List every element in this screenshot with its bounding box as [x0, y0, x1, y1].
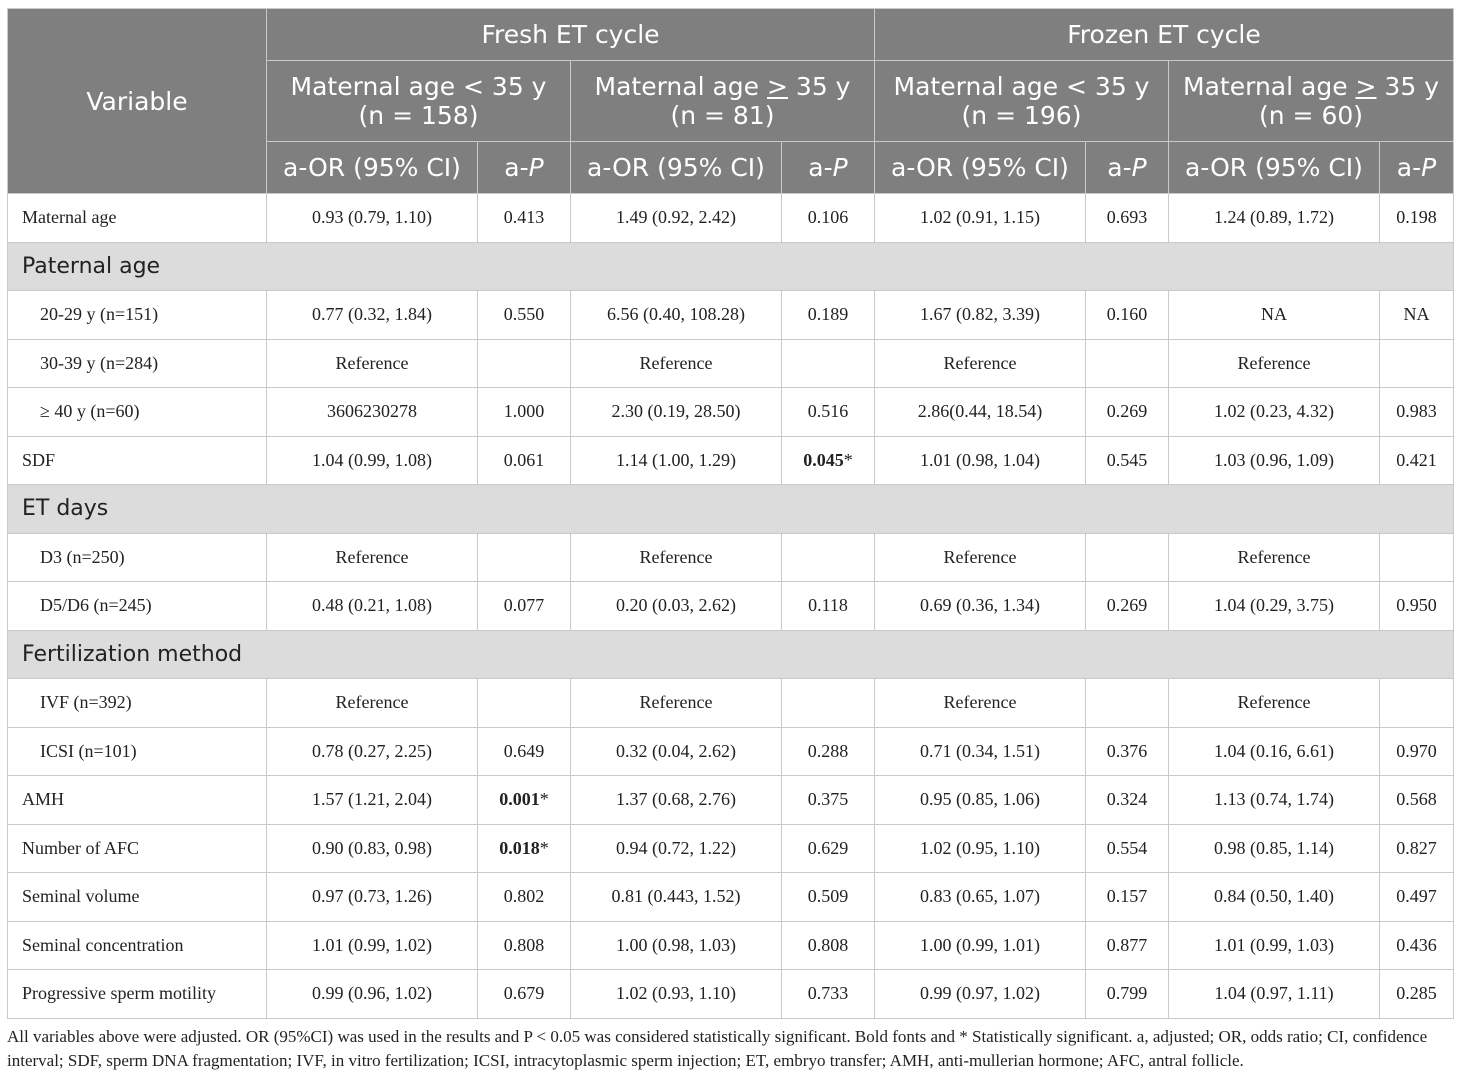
row-label: Seminal concentration — [8, 921, 267, 970]
cell: 0.497 — [1380, 873, 1454, 922]
cell: 0.436 — [1380, 921, 1454, 970]
cell: 1.57 (1.21, 2.04) — [267, 776, 478, 825]
cell: 0.827 — [1380, 824, 1454, 873]
cell: 0.970 — [1380, 727, 1454, 776]
cell: 1.02 (0.91, 1.15) — [875, 194, 1086, 243]
cell: 0.550 — [478, 291, 571, 340]
section-label: ET days — [8, 485, 1454, 534]
cell: 0.877 — [1086, 921, 1169, 970]
row-label: AMH — [8, 776, 267, 825]
cell: Reference — [571, 533, 782, 582]
header-group-frozen-35-plus: Maternal age > 35 y (n = 60) — [1169, 61, 1454, 142]
header-fresh-et-cycle: Fresh ET cycle — [267, 9, 875, 61]
cell: 0.77 (0.32, 1.84) — [267, 291, 478, 340]
cell: 0.516 — [782, 388, 875, 437]
table-row — [8, 582, 1454, 631]
cell: 1.04 (0.99, 1.08) — [267, 436, 478, 485]
cell: Reference — [875, 679, 1086, 728]
table-row — [8, 388, 1454, 437]
cell: 0.693 — [1086, 194, 1169, 243]
cell: 0.81 (0.443, 1.52) — [571, 873, 782, 922]
cell: 0.98 (0.85, 1.14) — [1169, 824, 1380, 873]
cell — [1086, 679, 1169, 728]
cell: Reference — [267, 533, 478, 582]
header-ap: a-P — [1086, 142, 1169, 194]
table-row — [8, 291, 1454, 340]
table-row — [8, 436, 1454, 485]
cell — [1380, 339, 1454, 388]
cell: 1.02 (0.95, 1.10) — [875, 824, 1086, 873]
cell: 0.71 (0.34, 1.51) — [875, 727, 1086, 776]
cell: 0.269 — [1086, 388, 1169, 437]
cell: 0.421 — [1380, 436, 1454, 485]
cell: 1.49 (0.92, 2.42) — [571, 194, 782, 243]
cell — [1086, 533, 1169, 582]
row-label: Progressive sperm motility — [8, 970, 267, 1019]
cell: Reference — [1169, 339, 1380, 388]
cell — [1380, 533, 1454, 582]
cell: 0.157 — [1086, 873, 1169, 922]
cell: 0.84 (0.50, 1.40) — [1169, 873, 1380, 922]
cell — [478, 679, 571, 728]
cell: 0.118 — [782, 582, 875, 631]
cell: 0.94 (0.72, 1.22) — [571, 824, 782, 873]
cell: 0.90 (0.83, 0.98) — [267, 824, 478, 873]
row-label: D5/D6 (n=245) — [8, 582, 267, 631]
header-variable: Variable — [8, 9, 267, 194]
table-row — [8, 339, 1454, 388]
cell: 0.376 — [1086, 727, 1169, 776]
cell — [1086, 339, 1169, 388]
table-row — [8, 776, 1454, 825]
header-group-fresh-35-plus: Maternal age > 35 y (n = 81) — [571, 61, 875, 142]
section-label: Fertilization method — [8, 630, 1454, 679]
header-frozen-et-cycle: Frozen ET cycle — [875, 9, 1454, 61]
cell — [1380, 679, 1454, 728]
row-label: IVF (n=392) — [8, 679, 267, 728]
header-ap: a-P — [1380, 142, 1454, 194]
cell: 0.802 — [478, 873, 571, 922]
cell: 0.649 — [478, 727, 571, 776]
table-row — [8, 727, 1454, 776]
table-row — [8, 824, 1454, 873]
cell: Reference — [571, 339, 782, 388]
row-label: Number of AFC — [8, 824, 267, 873]
cell — [782, 339, 875, 388]
cell: Reference — [1169, 679, 1380, 728]
header-ap: a-P — [478, 142, 571, 194]
cell: 1.00 (0.99, 1.01) — [875, 921, 1086, 970]
cell: 1.37 (0.68, 2.76) — [571, 776, 782, 825]
section-label: Paternal age — [8, 242, 1454, 291]
cell: 1.01 (0.99, 1.02) — [267, 921, 478, 970]
cell: 0.077 — [478, 582, 571, 631]
header-group-frozen-under-35: Maternal age < 35 y (n = 196) — [875, 61, 1169, 142]
cell: Reference — [875, 339, 1086, 388]
cell: 6.56 (0.40, 108.28) — [571, 291, 782, 340]
cell: 0.69 (0.36, 1.34) — [875, 582, 1086, 631]
cell: Reference — [571, 679, 782, 728]
cell: 0.554 — [1086, 824, 1169, 873]
cell: 0.808 — [478, 921, 571, 970]
cell: 0.48 (0.21, 1.08) — [267, 582, 478, 631]
cell: Reference — [1169, 533, 1380, 582]
cell: 1.01 (0.99, 1.03) — [1169, 921, 1380, 970]
cell: 0.983 — [1380, 388, 1454, 437]
section-row — [8, 485, 1454, 534]
cell: 0.950 — [1380, 582, 1454, 631]
cell: 3606230278 — [267, 388, 478, 437]
cell: NA — [1169, 291, 1380, 340]
cell: Reference — [875, 533, 1086, 582]
section-row — [8, 242, 1454, 291]
row-label: Maternal age — [8, 194, 267, 243]
cell: 1.04 (0.29, 3.75) — [1169, 582, 1380, 631]
table-row — [8, 679, 1454, 728]
cell — [478, 339, 571, 388]
cell: 0.324 — [1086, 776, 1169, 825]
cell-significant: 0.001* — [478, 776, 571, 825]
header-aor: a-OR (95% CI) — [267, 142, 478, 194]
cell: 1.14 (1.00, 1.29) — [571, 436, 782, 485]
cell: 1.04 (0.16, 6.61) — [1169, 727, 1380, 776]
cell: 1.02 (0.93, 1.10) — [571, 970, 782, 1019]
cell: 0.061 — [478, 436, 571, 485]
cell: 0.20 (0.03, 2.62) — [571, 582, 782, 631]
cell: 0.545 — [1086, 436, 1169, 485]
cell: 1.01 (0.98, 1.04) — [875, 436, 1086, 485]
cell — [782, 533, 875, 582]
cell-significant: 0.045* — [782, 436, 875, 485]
cell — [478, 533, 571, 582]
cell: 1.67 (0.82, 3.39) — [875, 291, 1086, 340]
cell-significant: 0.018* — [478, 824, 571, 873]
section-row — [8, 630, 1454, 679]
cell: 1.03 (0.96, 1.09) — [1169, 436, 1380, 485]
cell: 0.288 — [782, 727, 875, 776]
table-row — [8, 533, 1454, 582]
row-label: 20-29 y (n=151) — [8, 291, 267, 340]
header-aor: a-OR (95% CI) — [571, 142, 782, 194]
cell: 0.32 (0.04, 2.62) — [571, 727, 782, 776]
cell: 0.269 — [1086, 582, 1169, 631]
table-row — [8, 970, 1454, 1019]
results-table-container — [7, 8, 1453, 1019]
cell: 2.86(0.44, 18.54) — [875, 388, 1086, 437]
cell: 0.106 — [782, 194, 875, 243]
cell: 0.198 — [1380, 194, 1454, 243]
cell: 0.285 — [1380, 970, 1454, 1019]
cell: 0.99 (0.97, 1.02) — [875, 970, 1086, 1019]
table-row — [8, 921, 1454, 970]
cell: 0.799 — [1086, 970, 1169, 1019]
cell: 1.04 (0.97, 1.11) — [1169, 970, 1380, 1019]
row-label: ≥ 40 y (n=60) — [8, 388, 267, 437]
cell: 0.568 — [1380, 776, 1454, 825]
cell: 2.30 (0.19, 28.50) — [571, 388, 782, 437]
cell: 0.679 — [478, 970, 571, 1019]
table-row — [8, 873, 1454, 922]
cell — [782, 679, 875, 728]
header-aor: a-OR (95% CI) — [875, 142, 1086, 194]
cell: 0.413 — [478, 194, 571, 243]
cell: 0.160 — [1086, 291, 1169, 340]
cell: NA — [1380, 291, 1454, 340]
header-ap: a-P — [782, 142, 875, 194]
header-aor: a-OR (95% CI) — [1169, 142, 1380, 194]
cell: 1.02 (0.23, 4.32) — [1169, 388, 1380, 437]
cell: 1.24 (0.89, 1.72) — [1169, 194, 1380, 243]
cell: 0.93 (0.79, 1.10) — [267, 194, 478, 243]
cell: 1.13 (0.74, 1.74) — [1169, 776, 1380, 825]
table-footnote: All variables above were adjusted. OR (95%CI) was used in the results and P < 0.05 was considered statistically significant. Bold fonts and * Statistically significant. a, adjusted; OR, odds ratio; CI, confidence interval; SDF, sperm DNA fragmentation; IVF, in vitro fertilization; ICSI, intracytoplasmic sperm injection; ET, embryo transfer; AMH, anti-mullerian hormone; AFC, antral follicle. — [7, 1027, 1428, 1070]
cell: 1.00 (0.98, 1.03) — [571, 921, 782, 970]
cell: 0.95 (0.85, 1.06) — [875, 776, 1086, 825]
cell: 0.97 (0.73, 1.26) — [267, 873, 478, 922]
header-group-fresh-under-35: Maternal age < 35 y (n = 158) — [267, 61, 571, 142]
cell: 0.83 (0.65, 1.07) — [875, 873, 1086, 922]
results-table — [7, 8, 1454, 1019]
row-label: ICSI (n=101) — [8, 727, 267, 776]
cell: 1.000 — [478, 388, 571, 437]
row-label: Seminal volume — [8, 873, 267, 922]
cell: 0.78 (0.27, 2.25) — [267, 727, 478, 776]
cell: Reference — [267, 339, 478, 388]
cell: 0.189 — [782, 291, 875, 340]
table-row — [8, 194, 1454, 243]
cell: 0.629 — [782, 824, 875, 873]
cell: 0.733 — [782, 970, 875, 1019]
row-label: 30-39 y (n=284) — [8, 339, 267, 388]
cell: 0.509 — [782, 873, 875, 922]
row-label: SDF — [8, 436, 267, 485]
cell: 0.808 — [782, 921, 875, 970]
cell: 0.99 (0.96, 1.02) — [267, 970, 478, 1019]
cell: Reference — [267, 679, 478, 728]
row-label: D3 (n=250) — [8, 533, 267, 582]
cell: 0.375 — [782, 776, 875, 825]
